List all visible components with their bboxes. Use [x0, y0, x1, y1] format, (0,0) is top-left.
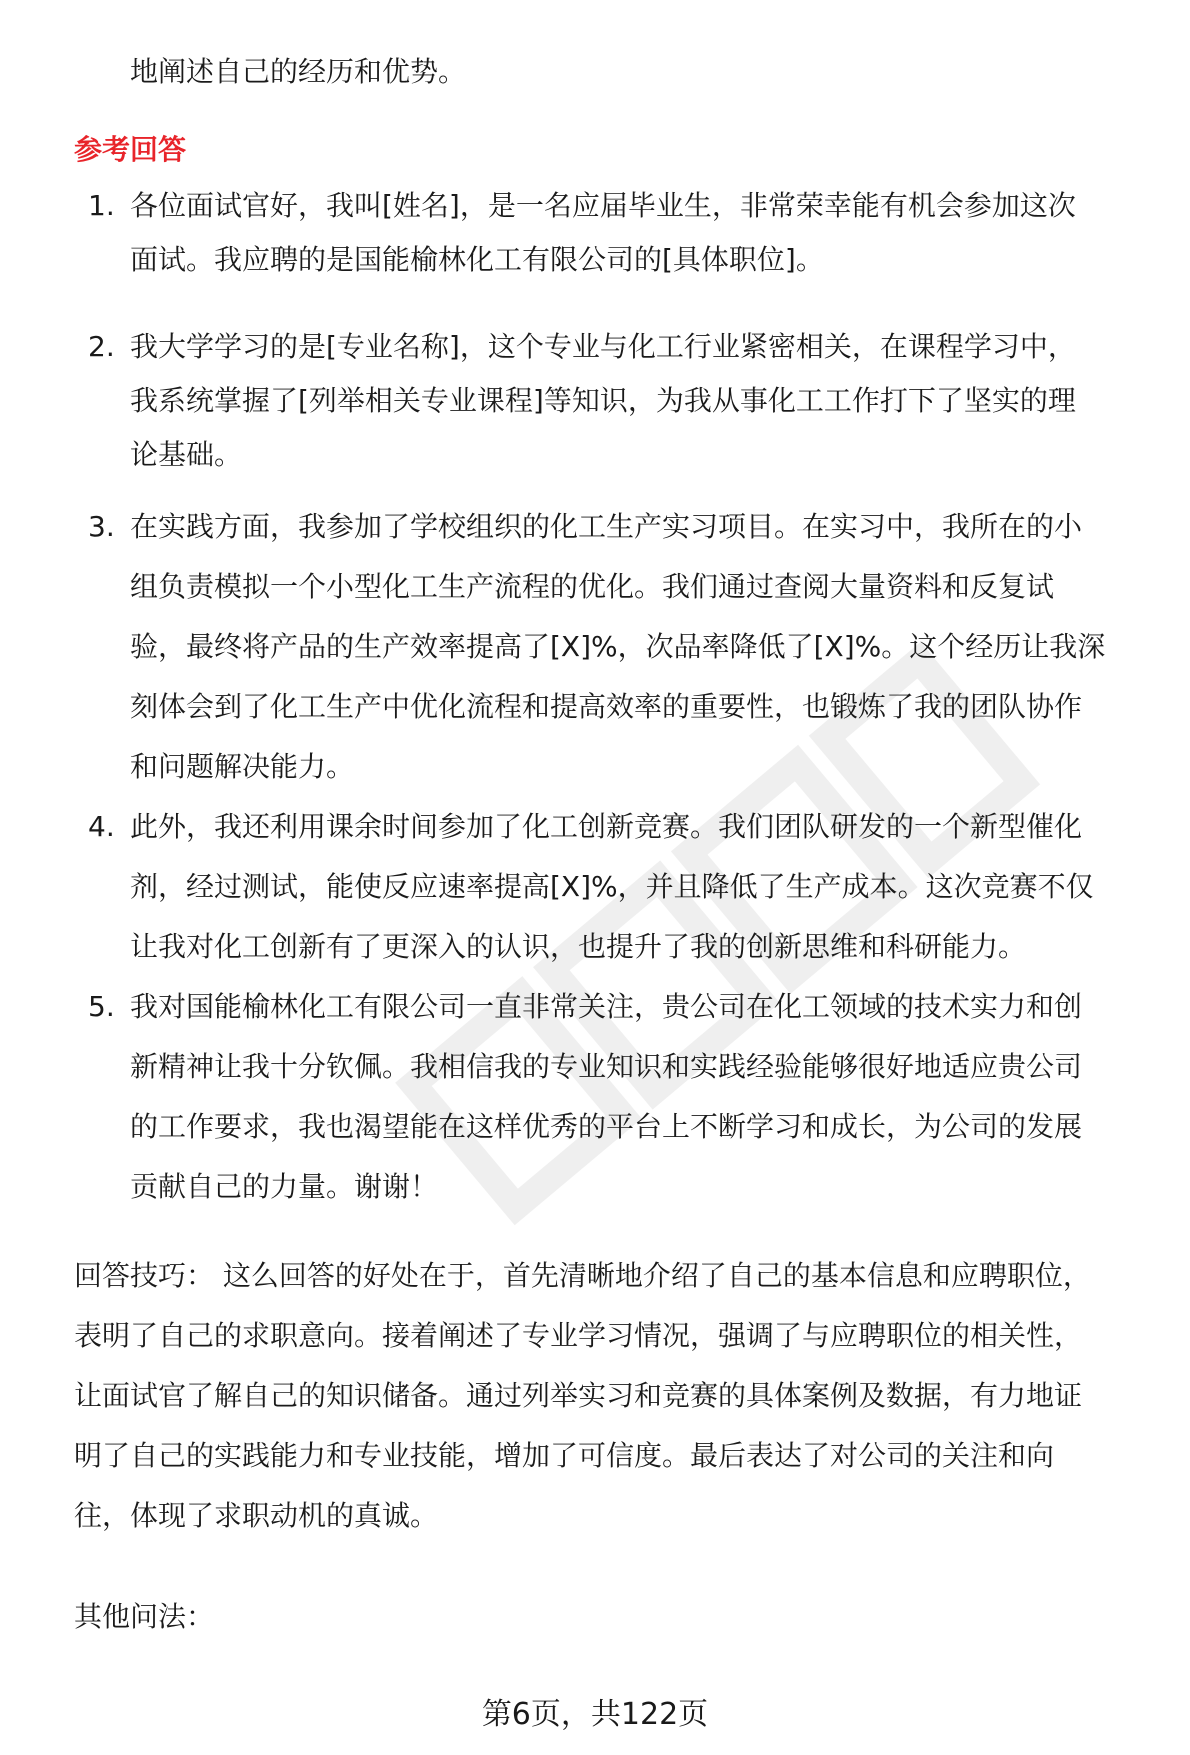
list-item-line: 我大学学习的是[专业名称]，这个专业与化工行业紧密相关，在课程学习中， — [130, 330, 1076, 363]
tips-line: 明了自己的实践能力和专业技能，增加了可信度。最后表达了对公司的关注和向 — [74, 1439, 1055, 1472]
list-item-line: 在实践方面，我参加了学校组织的化工生产实习项目。在实习中，我所在的小 — [130, 510, 1083, 543]
list-item-number: 4. — [88, 810, 115, 843]
list-item-line: 各位面试官好，我叫[姓名]，是一名应届毕业生，非常荣幸能有机会参加这次 — [130, 189, 1076, 222]
list-item-line: 剂，经过测试，能使反应速率提高[X]%，并且降低了生产成本。这次竞赛不仅 — [130, 870, 1094, 903]
list-item-number: 5. — [88, 990, 115, 1023]
list-item-number: 1. — [88, 189, 115, 222]
tips-line: 让面试官了解自己的知识储备。通过列举实习和竞赛的具体案例及数据，有力地证 — [74, 1379, 1083, 1412]
intro-line: 地阐述自己的经历和优势。 — [130, 55, 467, 88]
tips-line: 往，体现了求职动机的真诚。 — [74, 1499, 439, 1532]
list-item-line: 我对国能榆林化工有限公司一直非常关注，贵公司在化工领域的技术实力和创 — [130, 990, 1083, 1023]
list-item-line: 刻体会到了化工生产中优化流程和提高效率的重要性，也锻炼了我的团队协作 — [130, 690, 1083, 723]
tips-line: 表明了自己的求职意向。接着阐述了专业学习情况，强调了与应聘职位的相关性， — [74, 1319, 1083, 1352]
list-item-number: 2. — [88, 330, 115, 363]
list-item-line: 面试。我应聘的是国能榆林化工有限公司的[具体职位]。 — [130, 243, 824, 276]
list-item-line: 让我对化工创新有了更深入的认识，也提升了我的创新思维和科研能力。 — [130, 930, 1027, 963]
section-heading-reference-answer: 参考回答 — [74, 133, 187, 166]
list-item-line: 此外，我还利用课余时间参加了化工创新竞赛。我们团队研发的一个新型催化 — [130, 810, 1083, 843]
list-item-line: 我系统掌握了[列举相关专业课程]等知识，为我从事化工工作打下了坚实的理 — [130, 384, 1076, 417]
tips-line: 回答技巧： 这么回答的好处在于，首先清晰地介绍了自己的基本信息和应聘职位， — [74, 1259, 1091, 1292]
list-item-line: 贡献自己的力量。谢谢！ — [130, 1170, 439, 1203]
list-item-line: 的工作要求，我也渴望能在这样优秀的平台上不断学习和成长，为公司的发展 — [130, 1110, 1083, 1143]
list-item-line: 和问题解决能力。 — [130, 750, 355, 783]
list-item-line: 论基础。 — [130, 438, 243, 471]
page-footer: 第6页，共122页 — [481, 1697, 709, 1732]
list-item-line: 组负责模拟一个小型化工生产流程的优化。我们通过查阅大量资料和反复试 — [130, 570, 1055, 603]
list-item-line: 新精神让我十分钦佩。我相信我的专业知识和实践经验能够很好地适应贵公司 — [130, 1050, 1083, 1083]
list-item-number: 3. — [88, 510, 115, 543]
other-questions-label: 其他问法： — [74, 1600, 215, 1633]
list-item-line: 验，最终将产品的生产效率提高了[X]%，次品率降低了[X]%。这个经历让我深 — [130, 630, 1106, 663]
